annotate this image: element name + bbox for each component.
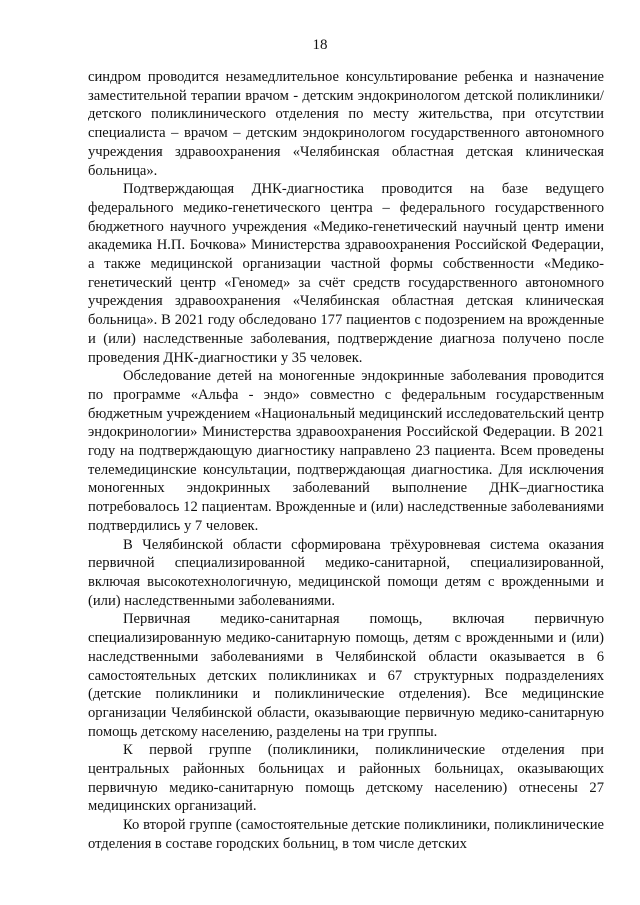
paragraph-second-group: Ко второй группе (самостоятельные детские поликлиники, поликлинические отделения в составе городских больниц, в том числе детских (88, 817, 604, 852)
body-text (88, 68, 604, 854)
paragraph-endocrine-screening: Обследование детей на моногенные эндокринные заболевания проводится по программе «Альфа - эндо» совместно с федеральным государственным бюджетным учреждением «Национальный медицинский исследовательский центр эндокринологии» Министерства здравоохранения Российской Федерации. В 2021 году на подтверждающую диагностику направлено 23 пациента. Всем проведены телемедицинские консультации, подтверждающая диагностика. Для исключения моногенных эндокринных заболеваний выполнение ДНК–диагностика потребовалось 12 пациентам. Врожденные и (или) наследственные заболеваниями подтвердились у 7 человек. (88, 368, 604, 534)
paragraph-dna-diagnostics: Подтверждающая ДНК-диагностика проводится на базе ведущего федерального медико-генетического центра – федерального государственного бюджетного научного учреждения «Медико-генетический научный центр имени академика Н.П. Бочкова» Министерства здравоохранения Российской Федерации, а также медицинской организации частной формы собственности «Медико-генетический центр «Геномед» за счёт средств государственного автономного учреждения здравоохранения «Челябинская областная детская клиническая больница». В 2021 году обследовано 177 пациентов с подозрением на врожденные и (или) наследственные заболевания, подтверждение диагноза получено после проведения ДНК-диагностики у 35 человек. (88, 181, 604, 366)
paragraph-continuation: синдром проводится незамедлительное консультирование ребенка и назначение заместительной терапии врачом - детским эндокринологом детской поликлиники/детского поликлинического отделения по месту жительства, при отсутствии специалиста – врачом – детским эндокринологом государственного автономного учреждения здравоохранения «Челябинская областная детская клиническая больница». (88, 69, 604, 179)
paragraph-primary-care: Первичная медико-санитарная помощь, включая первичную специализированную медико-санитарную помощь, детям с врожденными и (или) наследственными заболеваниями в Челябинской области оказывается в 6 самостоятельных детских поликлиниках и 67 структурных подразделениях (детские поликлиники и поликлинические отделения). Все медицинские организации Челябинской области, оказывающие первичную медико-санитарную помощь детскому населению, разделены на три группы. (88, 611, 604, 740)
paragraph-first-group: К первой группе (поликлиники, поликлинические отделения при центральных районных больницах и районных больницах, оказывающих первичную медико-санитарную помощь детскому населению) отнесены 27 медицинских организаций. (88, 742, 604, 815)
paragraph-three-level-system: В Челябинской области сформирована трёхуровневая система оказания первичной специализированной медико-санитарной, специализированной, включая высокотехнологичную, медицинской помощи детям с врожденными и (или) наследственными заболеваниями. (88, 536, 604, 609)
page-number: 18 (312, 37, 328, 53)
